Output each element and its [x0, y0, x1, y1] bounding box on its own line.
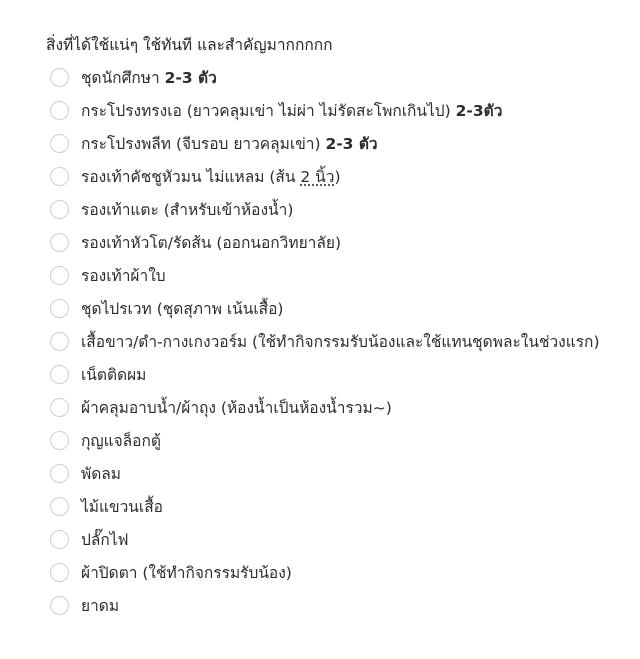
checkbox-circle[interactable]: [50, 299, 69, 318]
checkbox-circle[interactable]: [50, 365, 69, 384]
checklist-item[interactable]: [46, 556, 640, 589]
checkbox-circle[interactable]: [50, 101, 69, 120]
checklist-item[interactable]: [46, 325, 640, 358]
checklist-item[interactable]: [46, 391, 640, 424]
checklist-item-text: ผ้าปิดตา (ใช้ทำกิจกรรมรับน้อง): [81, 563, 292, 582]
checklist-item[interactable]: [46, 589, 640, 622]
checkbox-circle[interactable]: [50, 497, 69, 516]
checklist-item[interactable]: [46, 226, 640, 259]
checkbox-circle[interactable]: [50, 563, 69, 582]
checklist-item-text: รองเท้าหัวโต/รัดส้น (ออกนอกวิทยาลัย): [81, 233, 342, 252]
checklist-item[interactable]: [46, 193, 640, 226]
checklist-item-text: พัดลม: [81, 464, 121, 483]
checkbox-circle[interactable]: [50, 134, 69, 153]
checkbox-circle[interactable]: [50, 596, 69, 615]
checklist-item[interactable]: [46, 358, 640, 391]
checkbox-circle[interactable]: [50, 332, 69, 351]
checklist-item-text: กระโปรงพลีท (จีบรอบ ยาวคลุมเข่า) 2-3 ตัว: [81, 134, 378, 153]
checklist-item-text: รองเท้าผ้าใบ: [81, 266, 166, 285]
checklist-item-text: กระโปรงทรงเอ (ยาวคลุมเข่า ไม่ผ่า ไม่รัดสะโพกเกินไป) 2-3ตัว: [81, 101, 503, 120]
checklist-item[interactable]: [46, 457, 640, 490]
checklist-item-text: ชุดไปรเวท (ชุดสุภาพ เน้นเสื้อ): [81, 299, 284, 318]
checklist-item-text: เสื้อขาว/ดำ-กางเกงวอร์ม (ใช้ทำกิจกรรมรับน้องและใช้แทนชุดพละในช่วงแรก): [81, 332, 600, 351]
checklist-item-text: ยาดม: [81, 596, 120, 615]
checklist-item[interactable]: [46, 61, 640, 94]
checklist-item-text: รองเท้าคัชชูหัวมน ไม่แหลม (ส้น 2 นิ้ว): [81, 167, 341, 186]
checklist-item[interactable]: [46, 127, 640, 160]
checklist-heading: สิ่งที่ได้ใช้แน่ๆ ใช้ทันที และสำคัญมากกกกก: [46, 36, 333, 54]
checklist-item-text: รองเท้าแตะ (สำหรับเข้าห้องน้ำ): [81, 200, 294, 219]
checklist-item-text: ผ้าคลุมอาบน้ำ/ผ้าถุง (ห้องน้ำเป็นห้องน้ำรวม~): [81, 398, 392, 417]
checklist-item[interactable]: [46, 424, 640, 457]
checklist-item-text: ชุดนักศึกษา 2-3 ตัว: [81, 68, 217, 87]
checklist-item[interactable]: [46, 94, 640, 127]
checkbox-circle[interactable]: [50, 266, 69, 285]
checkbox-circle[interactable]: [50, 530, 69, 549]
checkbox-circle[interactable]: [50, 464, 69, 483]
checkbox-circle[interactable]: [50, 233, 69, 252]
checklist: [46, 61, 640, 622]
checklist-item-text: ปลั๊กไฟ: [81, 530, 129, 549]
checklist-item[interactable]: [46, 490, 640, 523]
checkbox-circle[interactable]: [50, 398, 69, 417]
checklist-item[interactable]: [46, 259, 640, 292]
checkbox-circle[interactable]: [50, 167, 69, 186]
checkbox-circle[interactable]: [50, 68, 69, 87]
checklist-item[interactable]: [46, 292, 640, 325]
checkbox-circle[interactable]: [50, 431, 69, 450]
checkbox-circle[interactable]: [50, 200, 69, 219]
checklist-item-text: กุญแจล็อกตู้: [81, 431, 161, 450]
checklist-item[interactable]: [46, 523, 640, 556]
checklist-item-text: ไม้แขวนเสื้อ: [81, 497, 163, 516]
checklist-item-text: เน็ตติดผม: [81, 365, 147, 384]
checklist-item[interactable]: [46, 160, 640, 193]
